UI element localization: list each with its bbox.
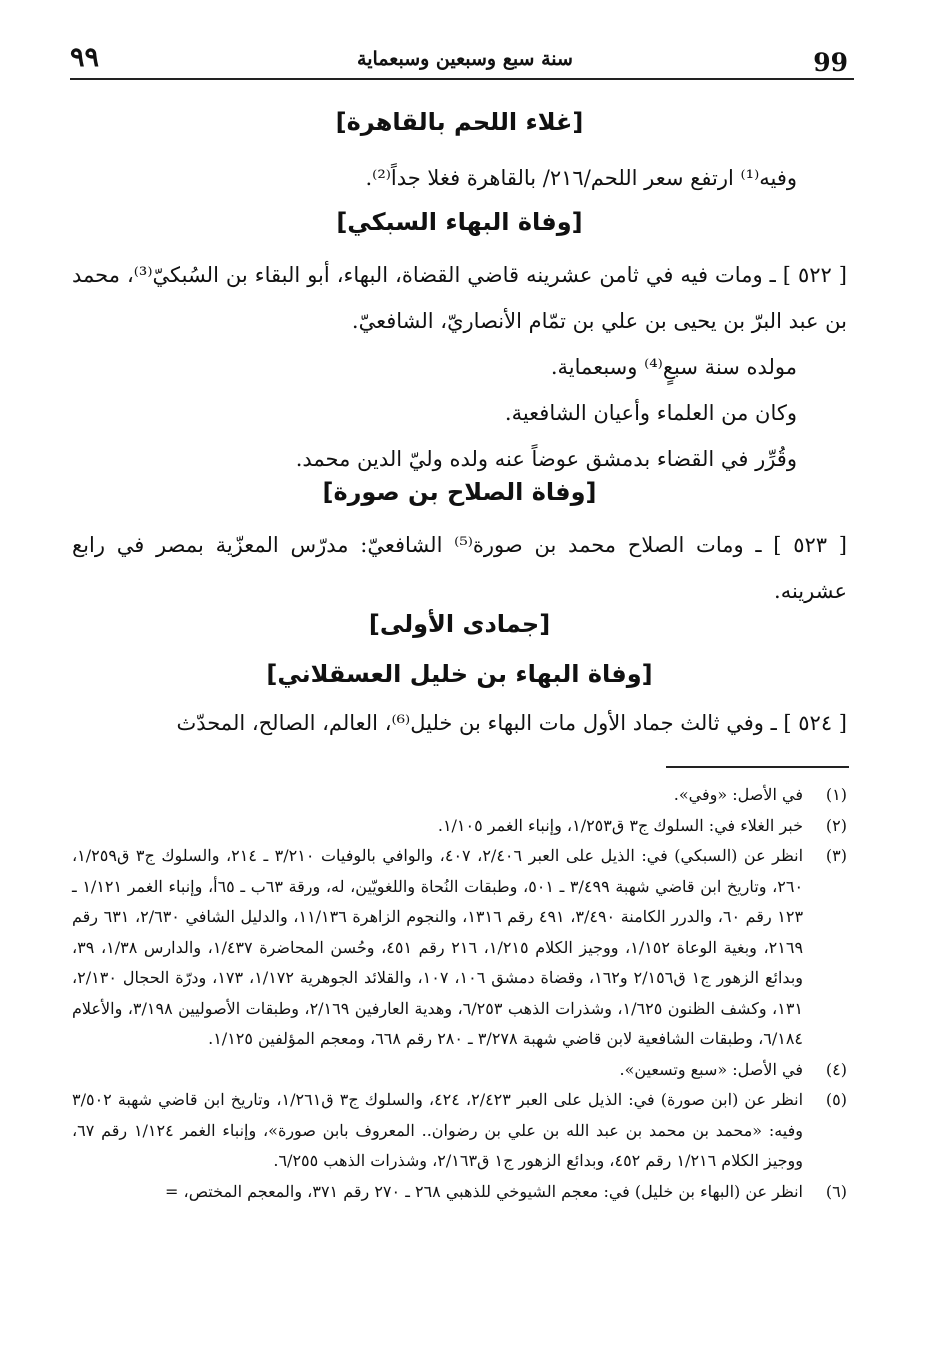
section-body-meat-prices bbox=[72, 155, 847, 201]
footnote bbox=[72, 1085, 847, 1177]
footnote bbox=[72, 841, 847, 1055]
entry-paragraph: [ ٥٢٣ ] ـ ومات الصلاح محمد بن صورة⁽⁵⁾ الشافعيّ: مدرّس المعزّية بمصر في رابع عشرينه. bbox=[72, 533, 847, 603]
paragraph: وقُرِّر في القضاء بدمشق عوضاً عنه ولده وليّ الدين محمد. bbox=[295, 447, 797, 471]
footnote bbox=[72, 1055, 847, 1086]
section-heading-jumada: [جمادى الأولى] bbox=[368, 610, 551, 638]
footnote-number: (١) bbox=[825, 785, 847, 804]
section-body-salah-death bbox=[72, 522, 847, 614]
footnote-number: (٢) bbox=[825, 815, 847, 835]
paragraph: وفيه⁽¹⁾ ارتفع سعر اللحم/٢١٦/ بالقاهرة فغلا جداً⁽²⁾. bbox=[365, 166, 797, 190]
footnote-text: خبر الغلاء في: السلوك ج٣ ق١/٢٥٣، وإنباء الغمر ١/١٠٥. bbox=[437, 815, 803, 835]
paragraph: مولده سنة سبعٍ⁽⁴⁾ وسبعماية. bbox=[550, 355, 797, 379]
section-heading-salah-death: [وفاة الصلاح بن صورة] bbox=[322, 478, 597, 506]
footnote-number: (٥) bbox=[825, 1090, 847, 1109]
footnote-text: انظر عن (ابن صورة) في: الذيل على العبر ٢/٤٢٣، ٤٢٤، والسلوك ج٣ ق١/٢٦١، وتاريخ ابن قاضي شهبة ٣/٥٠٢ وفيه: «محمد بن محمد بن عبد الله بن علي بن رضوان.. المعروف بابن صورة»، وإنباء الغمر ١/١٢٤ رقم ٦٧، ووجيز الكلام ١/٢١٦ رقم ٤٥٢، وبدائع الزهور ج١ ق٢/١٦٣، وشذرات الذهب ٦/٢٥٥. bbox=[72, 1090, 804, 1170]
section-heading-subki-death: [وفاة البهاء السبكي] bbox=[336, 208, 583, 236]
paragraph: وكان من العلماء وأعيان الشافعية. bbox=[504, 401, 797, 425]
entry-paragraph: [ ٥٢٤ ] ـ وفي ثالث جماد الأول مات البهاء بن خليل⁽⁶⁾، العالم، الصالح، المحدّث bbox=[176, 711, 847, 735]
footnote-number: (٤) bbox=[825, 1059, 847, 1079]
footnote bbox=[72, 780, 847, 811]
header-rule bbox=[70, 78, 854, 80]
footnote bbox=[72, 811, 847, 842]
footnotes bbox=[72, 780, 847, 1207]
page-number-latin: 99 bbox=[813, 48, 848, 77]
footnote-text: في الأصل: «سبع وتسعين». bbox=[619, 1059, 803, 1079]
footnote-number: (٣) bbox=[825, 846, 847, 865]
section-heading-asqalani-death: [وفاة البهاء بن خليل العسقلاني] bbox=[266, 660, 653, 688]
footnote bbox=[72, 1177, 847, 1208]
footnote-rule bbox=[666, 766, 849, 768]
page-number-arabic: ٩٩ bbox=[70, 42, 100, 73]
section-heading-meat-prices: [غلاء اللحم بالقاهرة] bbox=[335, 108, 584, 136]
running-title: سنة سبع وسبعين وسبعماية bbox=[357, 48, 573, 70]
section-body-subki-death bbox=[72, 252, 847, 482]
footnote-text: انظر عن (السبكي) في: الذيل على العبر ٢/٤٠٦، ٤٠٧، والوافي بالوفيات ٣/٢١٠ ـ ٢١٤، والسلوك ج٣ ق١/٢٥٩، ٢٦٠، وتاريخ ابن قاضي شهبة ٣/٤٩٩ ـ ٥٠١، وطبقات النُحاة واللغويّين، له، ورقة ٦٣ب ـ ٦٥أ، وإنباء الغمر ١/١٢١ ـ ١٢٣ رقم ٦٠، والدرر الكامنة ٣/٤٩٠، ٤٩١ رقم ١٣١٦، والنجوم الزاهرة ١١/١٣٦، والدليل الشافي ٢/٦٣٠، ٦٣١ رقم ٢١٦٩، وبغية الوعاة ١/١٥٢، ووجيز الكلام ١/٢١٥، ٢١٦ رقم ٤٥١، وحُسن المحاضرة ١/٤٣٧، والدارس ١/٣٨، ٣٩، وبدائع الزهور ج١ ق٢/١٥٦ و١٦٢، وقضاة دمشق ١٠٦، ١٠٧، والقلائد الجوهرية ١/١٧٢، ١٧٣، ودرّة الحجال ٢/١٣٠، ١٣١، وكشف الظنون ١/٦٢٥، وشذرات الذهب ٦/٢٥٣، وهدية العارفين ٢/١٦٩، وطبقات الأصوليين ٣/١٩٨، والأعلام ٦/١٨٤، وطبقات الشافعية لابن قاضي شهبة ٣/٢٧٨ ـ ٢٨٠ رقم ٦٦٨، ومعجم المؤلفين ١/١٢٥. bbox=[72, 846, 804, 1048]
page-header bbox=[70, 42, 860, 82]
footnote-number: (٦) bbox=[825, 1181, 847, 1201]
footnote-text: انظر عن (البهاء بن خليل) في: معجم الشيوخي للذهبي ٢٦٨ ـ ٢٧٠ رقم ٣٧١، والمعجم المختص، = bbox=[165, 1181, 803, 1201]
entry-paragraph: [ ٥٢٢ ] ـ ومات فيه في ثامن عشرينه قاضي القضاة، البهاء، أبو البقاء بن السُبكيّ⁽³⁾، محمد بن عبد البرّ بن يحيى بن علي بن تمّام الأنصاريّ، الشافعيّ. bbox=[72, 263, 847, 333]
section-body-asqalani-death bbox=[72, 700, 847, 746]
footnote-text: في الأصل: «وفي». bbox=[673, 785, 803, 804]
